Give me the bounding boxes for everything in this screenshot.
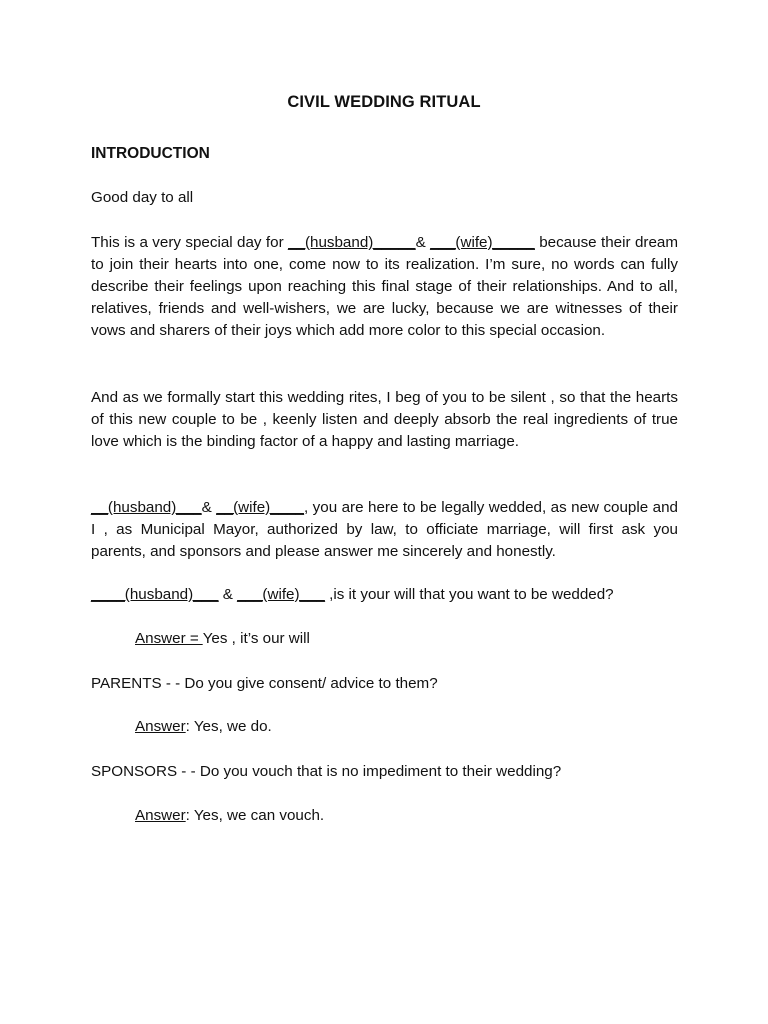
question-sponsors: SPONSORS - - Do you vouch that is no impediment to their wedding? bbox=[91, 763, 562, 780]
question-couple bbox=[91, 586, 614, 603]
answer-label: Answer = bbox=[135, 630, 203, 647]
paragraph-address bbox=[91, 497, 678, 563]
greeting: Good day to all bbox=[91, 189, 194, 206]
question-parents: PARENTS - - Do you give consent/ advice to them? bbox=[91, 675, 438, 692]
answer-text: : Yes, we do. bbox=[185, 718, 272, 735]
husband-blank: __(husband)_____ bbox=[288, 234, 416, 251]
wife-blank: ___(wife)___ bbox=[237, 586, 325, 603]
paragraph-text: , you are here to be legally wedded, as new couple and I , as Municipal Mayor, authorized by law, to officiate marriage, will first ask you parents, and sponsors and please answer me sincerely and honestly. bbox=[91, 499, 678, 560]
husband-blank: __(husband)___ bbox=[91, 499, 202, 516]
answer-label: Answer bbox=[135, 807, 186, 824]
page-title: CIVIL WEDDING RITUAL bbox=[287, 93, 481, 111]
paragraph-text: because their dream to join their hearts into one, come now to its realization. I’m sure, no words can fully describe their feelings upon reaching this final stage of their relationships. And to all, relatives, friends and well-wishers, we are lucky, because we are witnesses of their vows and sharers of their joys which add more color to this special occasion. bbox=[91, 234, 678, 339]
question-text: ,is it your will that you want to be wedded? bbox=[324, 586, 614, 603]
ampersand: & bbox=[201, 499, 217, 516]
husband-blank: ____(husband)___ bbox=[91, 586, 219, 603]
answer-sponsors bbox=[135, 807, 324, 824]
wife-blank: __(wife)____ bbox=[216, 499, 305, 516]
answer-text: : Yes, we can vouch. bbox=[185, 807, 325, 824]
answer-label: Answer bbox=[135, 718, 186, 735]
ampersand: & bbox=[218, 586, 238, 603]
answer-parents bbox=[135, 718, 272, 735]
ampersand: & bbox=[415, 234, 431, 251]
paragraph-intro bbox=[91, 232, 678, 342]
section-heading: INTRODUCTION bbox=[91, 145, 210, 162]
paragraph-rites: And as we formally start this wedding rites, I beg of you to be silent , so that the hearts of this new couple to be , keenly listen and deeply absorb the real ingredients of true love which is the binding factor of a happy and lasting marriage. bbox=[91, 389, 678, 450]
answer-couple bbox=[135, 630, 310, 647]
paragraph-text: This is a very special day for bbox=[91, 234, 289, 251]
wife-blank: ___(wife)_____ bbox=[430, 234, 535, 251]
answer-text: Yes , it’s our will bbox=[202, 630, 310, 647]
